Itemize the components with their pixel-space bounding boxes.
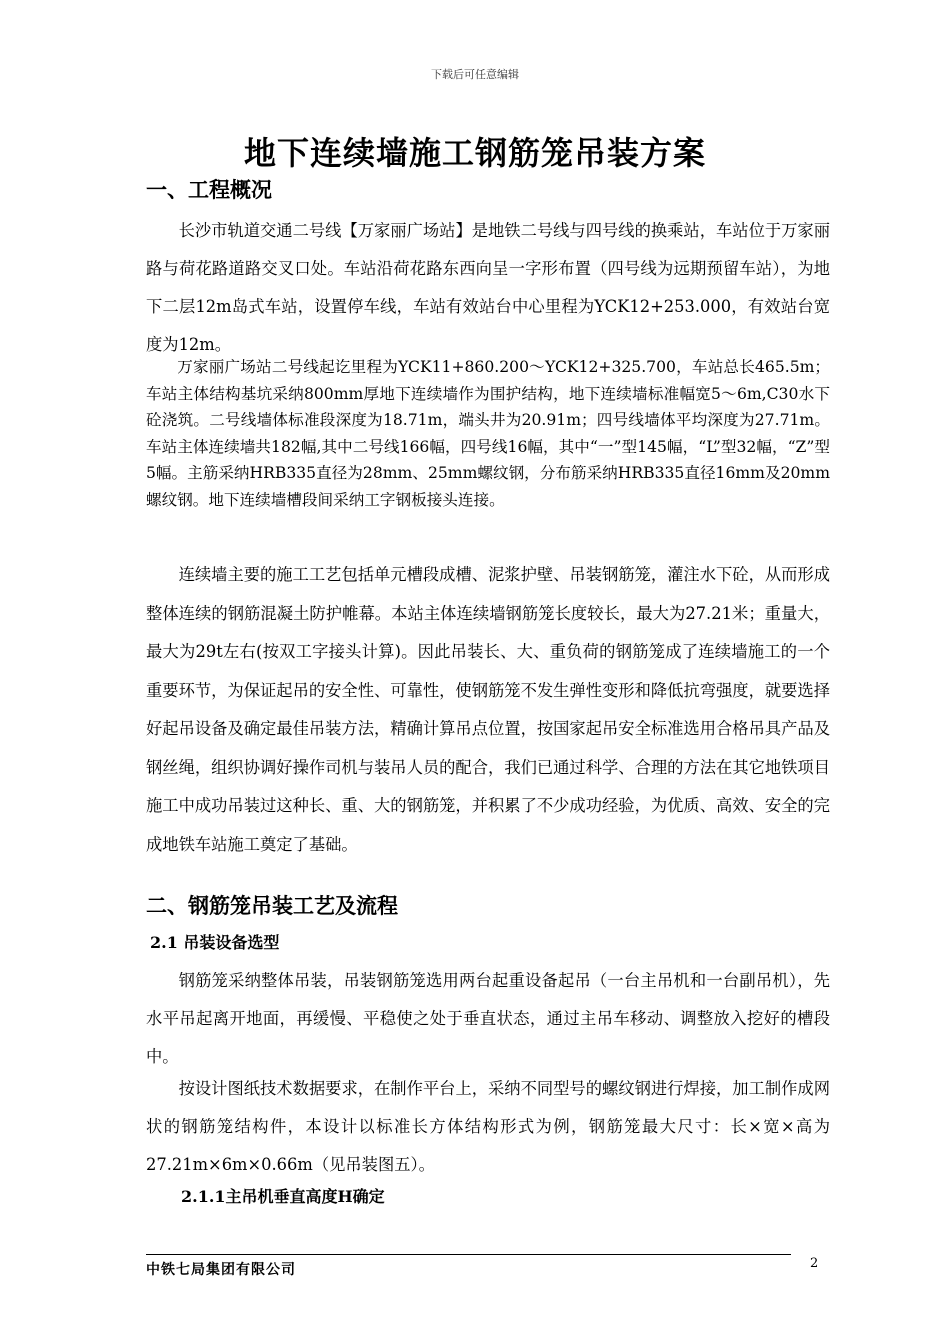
paragraph-project-overview: 长沙市轨道交通二号线【万家丽广场站】是地铁二号线与四号线的换乘站，车站位于万家丽路与荷花路道路交叉口处。车站沿荷花路东西向呈一字形布置（四号线为远期预留车站），为地下二层12m岛式车站，设置停车线，车站有效站台中心里程为YCK12+253.000，有效站台宽度为12m。 bbox=[146, 221, 830, 354]
paragraph-cage-dimensions: 按设计图纸技术数据要求，在制作平台上，采纳不同型号的螺纹钢进行焊接，加工制作成网状的钢筋笼结构件，本设计以标准长方体结构形式为例，钢筋笼最大尺寸：长×宽×高为27.21m×6m×0.66m（见吊装图五）。 bbox=[146, 1079, 830, 1174]
footer-company: 中铁七局集团有限公司 bbox=[146, 1262, 296, 1278]
subsection-2-1-1-heading: 2.1.1主吊机垂直高度H确定 bbox=[181, 1187, 385, 1206]
paragraph-station-structure: 万家丽广场站二号线起讫里程为YCK11+860.200～YCK12+325.700，车站总长465.5m；车站主体结构基坑采纳800mm厚地下连续墙作为围护结构，地下连续墙标准幅宽5～6m,C30水下砼浇筑。二号线墙体标准段深度为18.71m，端头井为20.91m；四号线墙体平均深度为27.71m。车站主体连续墙共182幅,其中二号线166幅，四号线16幅，其中“一”型145幅，“L”型32幅，“Z”型5幅。主筋采纳HRB335直径为28mm、25mm螺纹钢，分布筋采纳HRB335直径16mm及20mm螺纹钢。地下连续墙槽段间采纳工字钢板接头连接。 bbox=[146, 358, 830, 509]
header-note: 下载后可任意编辑 bbox=[431, 68, 519, 81]
footer-divider bbox=[146, 1254, 791, 1255]
paragraph-construction-process: 连续墙主要的施工工艺包括单元槽段成槽、泥浆护壁、吊装钢筋笼，灌注水下砼，从而形成整体连续的钢筋混凝土防护帷幕。本站主体连续墙钢筋笼长度较长，最大为27.21米；重量大，最大为29t左右(按双工字接头计算)。因此吊装长、大、重负荷的钢筋笼成了连续墙施工的一个重要环节，为保证起吊的安全性、可靠性，使钢筋笼不发生弹性变形和降低抗弯强度，就要选择好起吊设备及确定最佳吊装方法，精确计算吊点位置，按国家起吊安全标准选用合格吊具产品及钢丝绳，组织协调好操作司机与装吊人员的配合，我们已通过科学、合理的方法在其它地铁项目施工中成功吊装过这种长、重、大的钢筋笼，并积累了不少成功经验，为优质、高效、安全的完成地铁车站施工奠定了基础。 bbox=[146, 565, 830, 854]
subsection-2-1-heading: 2.1 吊装设备选型 bbox=[150, 933, 280, 952]
section-1-heading: 一、工程概况 bbox=[146, 177, 272, 202]
page-number: 2 bbox=[810, 1256, 819, 1271]
paragraph-lifting-method: 钢筋笼采纳整体吊装，吊装钢筋笼选用两台起重设备起吊（一台主吊机和一台副吊机），先水平吊起离开地面，再缓慢、平稳使之处于垂直状态，通过主吊车移动、调整放入挖好的槽段中。 bbox=[146, 971, 830, 1066]
section-2-heading: 二、钢筋笼吊装工艺及流程 bbox=[146, 893, 398, 918]
document-title: 地下连续墙施工钢筋笼吊装方案 bbox=[243, 134, 706, 172]
